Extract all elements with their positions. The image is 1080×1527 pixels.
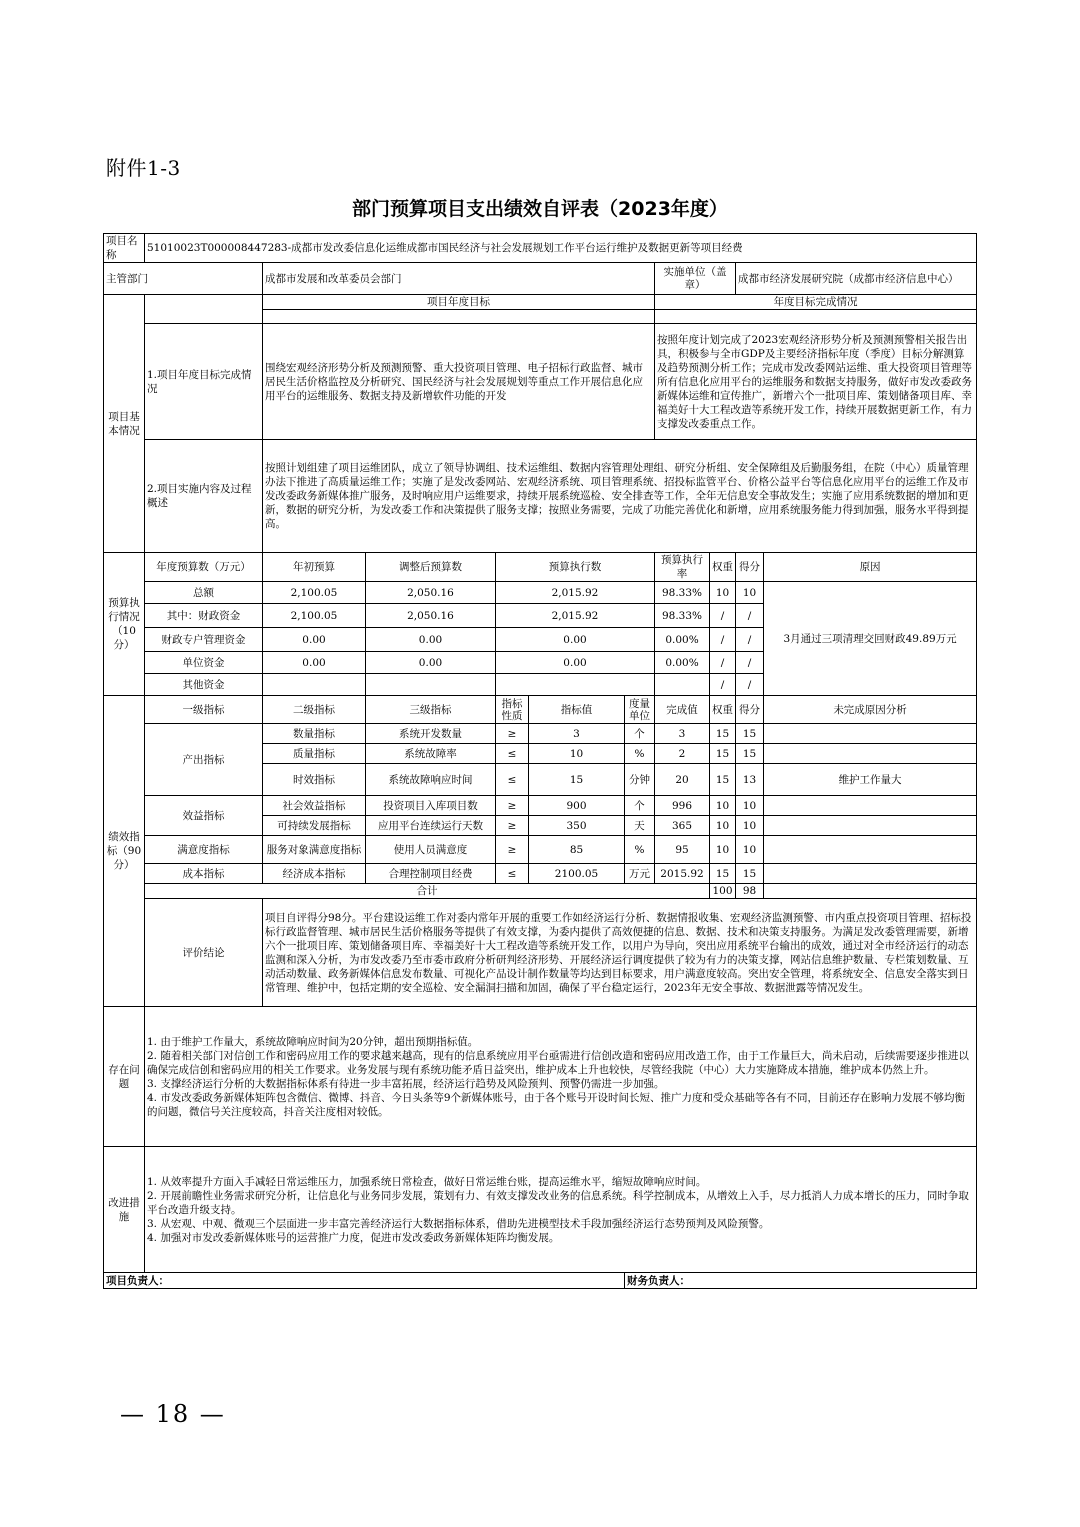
budget-rate <box>655 674 710 696</box>
perf-l3: 使用人员满意度 <box>366 836 496 864</box>
perf-done: 365 <box>655 816 710 836</box>
budget-header: 调整后预算数 <box>366 553 496 582</box>
perf-value: 900 <box>529 796 625 816</box>
budget-executed: 0.00 <box>496 652 655 674</box>
attachment-label: 附件1-3 <box>106 156 181 180</box>
perf-reason <box>764 864 977 884</box>
perf-op: ≥ <box>496 796 529 816</box>
basic-section-label: 项目基本情况 <box>104 295 145 553</box>
budget-header: 原因 <box>764 553 977 582</box>
budget-header: 预算执行数 <box>496 553 655 582</box>
budget-executed: 0.00 <box>496 628 655 652</box>
self-evaluation-table <box>103 233 977 1289</box>
perf-done: 996 <box>655 796 710 816</box>
dept-label: 主管部门 <box>104 263 263 295</box>
budget-weight: / <box>710 628 736 652</box>
perf-header: 度量单位 <box>625 696 655 724</box>
budget-rate: 0.00% <box>655 652 710 674</box>
implementation-row <box>104 440 977 553</box>
perf-op: ≥ <box>496 836 529 864</box>
budget-adjusted: 0.00 <box>366 652 496 674</box>
perf-op: ≤ <box>496 744 529 764</box>
perf-done: 20 <box>655 764 710 796</box>
budget-adjusted <box>366 674 496 696</box>
perf-section-label: 绩效指标（90分） <box>104 696 145 1007</box>
project-name-row <box>104 234 977 263</box>
implementation-text: 按照计划组建了项目运维团队，成立了领导协调组、技术运维组、数据内容管理处理组、研究分析组、安全保障组及后勤服务组，在院（中心）质量管理办法下推进了高质量运维工作；实施了是发改委网站、宏观经济系统、项目管理系统、招投标监管平台、价格公益平台等信息化应用平台的运维工作及市发改委政务新媒体推广服务，及时响应用户运维要求，持续开展系统巡检、安全排查等工作，全年无信息安全事故发生；实施了应用系统数据的增加和更新，数据的研究分析，为发改委工作和决策提供了服务支撑；按照业务需要，完成了功能完善优化和新增，应用系统服务能力得到加强，服务水平得到提高。 <box>263 440 977 553</box>
perf-l3: 应用平台连续运行天数 <box>366 816 496 836</box>
annual-result-text: 按照年度计划完成了2023宏观经济形势分析及预测预警相关报告出具，积极参与全市GDP及主要经济指标年度（季度）目标分解测算及趋势预测分析工作；完成市发改委网站运维、重大投资项目管理等所有信息化应用平台的运维服务和数据支持服务，做好市发改委政务新媒体运维和宣传推广，新增六个一批项目库、策划储备项目库、幸福美好十大工程改造等系统开发工作，持续开展数据更新工作，有力支撑发改委重点工作。 <box>655 324 977 440</box>
budget-initial: 0.00 <box>263 628 366 652</box>
budget-initial <box>263 674 366 696</box>
implementation-label: 2.项目实施内容及过程概述 <box>145 440 263 553</box>
perf-value: 350 <box>529 816 625 836</box>
perf-score: 13 <box>736 764 764 796</box>
budget-score: / <box>736 674 764 696</box>
perf-unit: 天 <box>625 816 655 836</box>
budget-reason: 3月通过三项清理交回财政49.89万元 <box>764 582 977 696</box>
budget-row-label: 总额 <box>145 582 263 604</box>
total-weight: 100 <box>710 884 736 899</box>
annual-goal-text: 围绕宏观经济形势分析及预测预警、重大投资项目管理、电子招标行政监督、城市居民生活价格监控及分析研究、国民经济与社会发展规划等重点工作开展信息化应用平台的运维服务、数据支持及新增软件功能的开发 <box>263 324 655 440</box>
result-column-header: 年度目标完成情况 <box>655 295 977 310</box>
perf-header: 三级指标 <box>366 696 496 724</box>
perf-header: 未完成原因分析 <box>764 696 977 724</box>
improvements-row <box>104 1147 977 1273</box>
perf-l2: 可持续发展指标 <box>263 816 366 836</box>
budget-weight: / <box>710 674 736 696</box>
problem-item: 4. 市发改委政务新媒体矩阵包含微信、微博、抖音、今日头条等9个新媒体账号，由于各个账号开设时间长短、推广力度和受众基础等各有不同，目前还存在影响力发展不够均衡的问题，微信号关注度较高，抖音关注度相对较低。 <box>147 1091 966 1118</box>
evaluation-text: 项目自评得分98分。平台建设运维工作对委内常年开展的重要工作如经济运行分析、数据情报收集、宏观经济监测预警、市内重点投资项目管理、招标投标行政监督管理、城市居民生活价格服务等提供了有效支撑，为委内提供了高效便捷的信息、数据、技术和决策支持服务。为满足发改委管理需要，新增六个一批项目库、策划储备项目库、幸福美好十大工程改造等系统开发工作，以用户为导向，突出应用系统平台输出的成效，通过对全市经济运行的动态监测和深入分析，为市发改委乃至市委市政府分析研判经济形势、开展经济运行调度提供了较为有力的决策支撑，网站信息维护数量、专栏策划数量、互动活动数量、政务新媒体信息发布数量、可视化产品设计制作数量等均达到目标要求，用户满意度较高。突出安全管理，将系统安全、信息安全落实到日常管理、维护中，包括定期的安全巡检、安全漏洞扫描和加固，确保了平台稳定运行，2023年无安全事故、数据泄露等情况发生。 <box>263 899 977 1007</box>
perf-done: 2 <box>655 744 710 764</box>
improvements-list <box>145 1147 977 1273</box>
perf-weight: 15 <box>710 744 736 764</box>
perf-done: 95 <box>655 836 710 864</box>
budget-header: 得分 <box>736 553 764 582</box>
annual-goal-row <box>104 324 977 440</box>
perf-l3: 投资项目入库项目数 <box>366 796 496 816</box>
perf-header: 指标值 <box>529 696 625 724</box>
project-name-value: 51010023T000008447283-成都市发改委信息化运维成都市国民经济与社会发展规划工作平台运行维护及数据更新等项目经费 <box>145 234 977 263</box>
budget-rate: 98.33% <box>655 582 710 604</box>
finance-leader-label: 财务负责人： <box>625 1273 977 1289</box>
budget-initial: 2,100.05 <box>263 582 366 604</box>
perf-weight: 10 <box>710 836 736 864</box>
improvement-item: 1. 从效率提升方面入手减轻日常运维压力，加强系统日常检查，做好日常运维台账，提高运维水平，缩短故障响应时间。 <box>147 1175 707 1188</box>
budget-section-label: 预算执行情况（10分） <box>104 553 145 696</box>
perf-unit: 个 <box>625 796 655 816</box>
project-leader-label: 项目负责人： <box>104 1273 625 1289</box>
page-title: 部门预算项目支出绩效自评表（2023年度） <box>352 198 728 220</box>
problems-row <box>104 1007 977 1147</box>
perf-value: 85 <box>529 836 625 864</box>
perf-done: 2015.92 <box>655 864 710 884</box>
budget-initial: 2,100.05 <box>263 604 366 628</box>
perf-row <box>104 724 977 744</box>
perf-value: 10 <box>529 744 625 764</box>
perf-reason <box>764 816 977 836</box>
budget-header: 权重 <box>710 553 736 582</box>
perf-l2: 服务对象满意度指标 <box>263 836 366 864</box>
dept-row <box>104 263 977 295</box>
perf-reason <box>764 836 977 864</box>
budget-header: 年初预算 <box>263 553 366 582</box>
budget-row-label: 其中：财政资金 <box>145 604 263 628</box>
perf-reason <box>764 724 977 744</box>
perf-l3: 合理控制项目经费 <box>366 864 496 884</box>
satisfaction-indicator-label: 满意度指标 <box>145 836 263 864</box>
perf-l2: 社会效益指标 <box>263 796 366 816</box>
perf-unit: % <box>625 836 655 864</box>
perf-l2: 数量指标 <box>263 724 366 744</box>
problems-label: 存在问题 <box>104 1007 145 1147</box>
page-number: — 18 — <box>120 1400 226 1428</box>
cost-indicator-label: 成本指标 <box>145 864 263 884</box>
impl-unit-value: 成都市经济发展研究院（成都市经济信息中心） <box>736 263 977 295</box>
perf-unit: 分钟 <box>625 764 655 796</box>
perf-value: 3 <box>529 724 625 744</box>
impl-unit-label: 实施单位（盖章） <box>655 263 736 295</box>
budget-adjusted: 0.00 <box>366 628 496 652</box>
improvements-label: 改进措施 <box>104 1147 145 1273</box>
budget-row <box>104 582 977 604</box>
output-indicator-label: 产出指标 <box>145 724 263 796</box>
budget-rate: 0.00% <box>655 628 710 652</box>
problem-item: 3. 支撑经济运行分析的大数据指标体系有待进一步丰富拓展，经济运行趋势及风险预判、预警仍需进一步加强。 <box>147 1077 665 1090</box>
budget-row-label: 财政专户管理资金 <box>145 628 263 652</box>
perf-header: 二级指标 <box>263 696 366 724</box>
perf-reason <box>764 796 977 816</box>
total-label: 合计 <box>145 884 710 899</box>
perf-header-row <box>104 696 977 724</box>
budget-executed <box>496 674 655 696</box>
budget-row-label: 单位资金 <box>145 652 263 674</box>
perf-value: 15 <box>529 764 625 796</box>
evaluation-row <box>104 899 977 1007</box>
budget-header: 预算执行率 <box>655 553 710 582</box>
budget-weight: 10 <box>710 582 736 604</box>
perf-weight: 15 <box>710 724 736 744</box>
perf-header: 得分 <box>736 696 764 724</box>
budget-header-row <box>104 553 977 582</box>
improvement-item: 2. 开展前瞻性业务需求研究分析，让信息化与业务同步发展，策划有力、有效支撑发改业务的信息系统。科学控制成本，从增效上入手，尽力抵消人力成本增长的压力，同时争取平台改造升级支持。 <box>147 1189 969 1216</box>
perf-op: ≤ <box>496 864 529 884</box>
budget-weight: / <box>710 652 736 674</box>
perf-l2: 经济成本指标 <box>263 864 366 884</box>
perf-l2: 质量指标 <box>263 744 366 764</box>
perf-row <box>104 836 977 864</box>
problem-item: 1. 由于维护工作量大，系统故障响应时间为20分钟，超出预期指标值。 <box>147 1035 479 1048</box>
perf-value: 2100.05 <box>529 864 625 884</box>
perf-op: ≤ <box>496 764 529 796</box>
budget-adjusted: 2,050.16 <box>366 582 496 604</box>
perf-op: ≥ <box>496 724 529 744</box>
dept-value: 成都市发展和改革委员会部门 <box>263 263 655 295</box>
budget-score: / <box>736 628 764 652</box>
perf-header: 一级指标 <box>145 696 263 724</box>
perf-score: 15 <box>736 724 764 744</box>
perf-total-row <box>104 884 977 899</box>
budget-executed: 2,015.92 <box>496 604 655 628</box>
perf-score: 10 <box>736 836 764 864</box>
evaluation-label: 评价结论 <box>145 899 263 1007</box>
budget-header: 年度预算数（万元） <box>145 553 263 582</box>
budget-score: 10 <box>736 582 764 604</box>
perf-l3: 系统故障率 <box>366 744 496 764</box>
budget-executed: 2,015.92 <box>496 582 655 604</box>
perf-unit: 万元 <box>625 864 655 884</box>
benefit-indicator-label: 效益指标 <box>145 796 263 836</box>
project-name-label: 项目名称 <box>104 234 145 263</box>
perf-header: 指标性质 <box>496 696 529 724</box>
budget-rate: 98.33% <box>655 604 710 628</box>
total-score: 98 <box>736 884 764 899</box>
perf-op: ≥ <box>496 816 529 836</box>
problem-item: 2. 随着相关部门对信创工作和密码应用工作的要求越来越高，现有的信息系统应用平台亟需进行信创改造和密码应用改造工作，由于工作量巨大，尚未启动，后续需要逐步推进以确保完成信创和密码应用的相关工作要求。业务发展与现有系统功能矛盾日益突出，维护成本上升也较快，尽管经我院（中心）大力实施降成本措施，维护成本仍然上升。 <box>147 1049 969 1076</box>
perf-header: 完成值 <box>655 696 710 724</box>
perf-l3: 系统开发数量 <box>366 724 496 744</box>
annual-goal-label: 1.项目年度目标完成情况 <box>145 324 263 440</box>
perf-weight: 15 <box>710 764 736 796</box>
perf-done: 3 <box>655 724 710 744</box>
perf-weight: 15 <box>710 864 736 884</box>
perf-score: 10 <box>736 796 764 816</box>
signature-row <box>104 1273 977 1289</box>
perf-weight: 10 <box>710 796 736 816</box>
perf-unit: 个 <box>625 724 655 744</box>
goal-column-header: 项目年度目标 <box>263 295 655 310</box>
improvement-item: 4. 加强对市发改委新媒体账号的运营推广力度，促进市发改委政务新媒体矩阵均衡发展。 <box>147 1231 560 1244</box>
problems-list <box>145 1007 977 1147</box>
budget-adjusted: 2,050.16 <box>366 604 496 628</box>
perf-row <box>104 864 977 884</box>
budget-score: / <box>736 604 764 628</box>
perf-score: 15 <box>736 864 764 884</box>
perf-reason <box>764 744 977 764</box>
budget-weight: / <box>710 604 736 628</box>
budget-row-label: 其他资金 <box>145 674 263 696</box>
perf-score: 15 <box>736 744 764 764</box>
perf-l2: 时效指标 <box>263 764 366 796</box>
perf-reason: 维护工作量大 <box>764 764 977 796</box>
perf-l3: 系统故障响应时间 <box>366 764 496 796</box>
improvement-item: 3. 从宏观、中观、微观三个层面进一步丰富完善经济运行大数据指标体系，借助先进模型技术手段加强经济运行态势预判及风险预警。 <box>147 1217 770 1230</box>
budget-initial: 0.00 <box>263 652 366 674</box>
perf-weight: 10 <box>710 816 736 836</box>
perf-row <box>104 796 977 816</box>
perf-header: 权重 <box>710 696 736 724</box>
perf-unit: % <box>625 744 655 764</box>
perf-score: 10 <box>736 816 764 836</box>
budget-score: / <box>736 652 764 674</box>
